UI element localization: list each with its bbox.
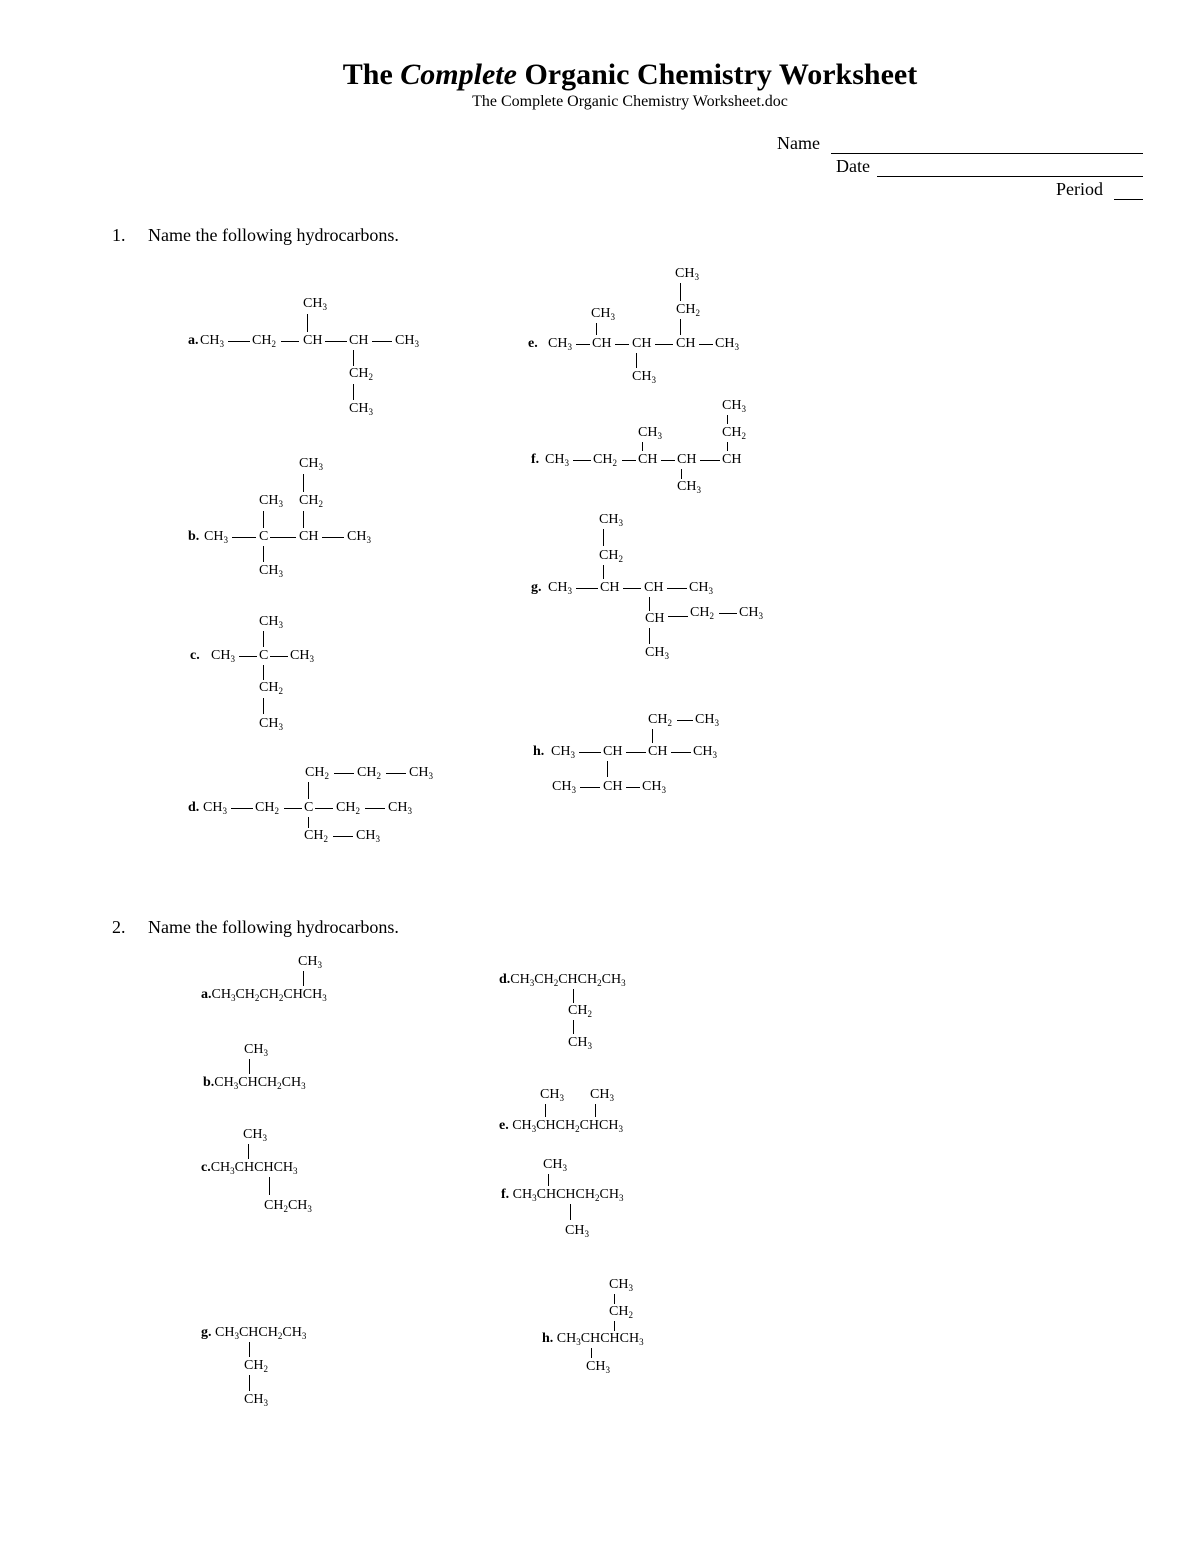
document-filename: The Complete Organic Chemistry Worksheet.doc [472,93,788,110]
question-1-prompt: Name the following hydrocarbons. [148,225,399,245]
question-2-prompt: Name the following hydrocarbons. [148,917,399,937]
period-label: Period [1056,179,1103,199]
period-field[interactable] [1114,199,1143,200]
question-2-number: 2. [112,917,126,937]
date-label: Date [836,156,870,176]
name-label: Name [777,133,820,153]
worksheet-title: The Complete Organic Chemistry Worksheet [342,58,918,91]
name-field[interactable] [831,153,1143,154]
date-field[interactable] [877,176,1143,177]
question-1-number: 1. [112,225,126,245]
